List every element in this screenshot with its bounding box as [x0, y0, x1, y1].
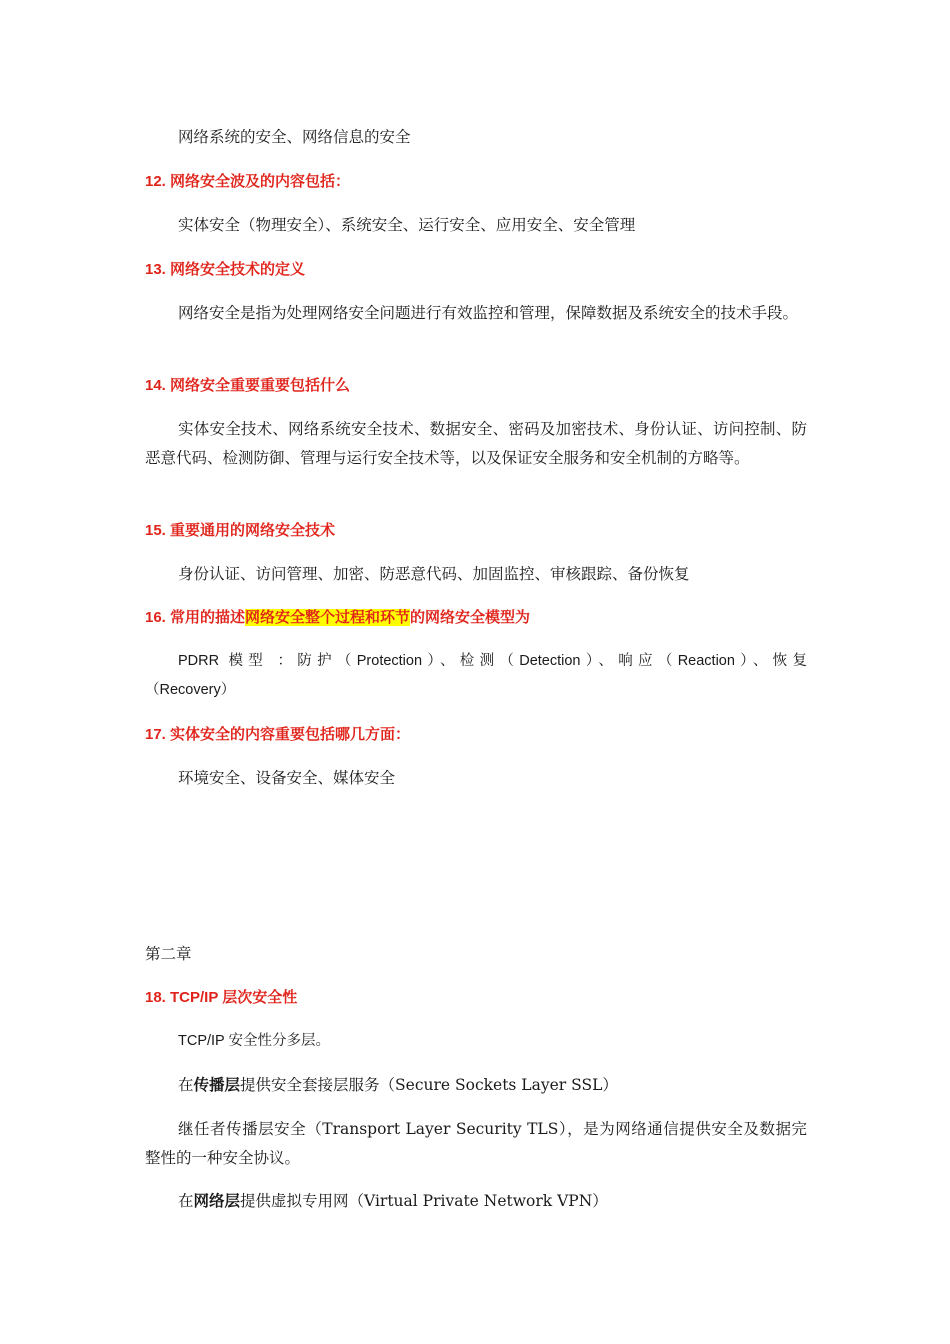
answer-16-line1: PDRR 模型 ：防护（Protection）、检测（Detection）、响应（Reaction）、恢复	[178, 653, 807, 669]
answer-16-line2: （Recovery）	[145, 682, 236, 698]
question-15-title: 15. 重要通用的网络安全技术	[145, 522, 336, 539]
answer-18-p1: TCP/IP 安全性分多层。	[178, 1033, 330, 1049]
question-14-title: 14. 网络安全重要重要包括什么	[145, 377, 351, 394]
answer-14: 实体安全技术、网络系统安全技术、数据安全、密码及加密技术、身份认证、访问控制、防恶意代码、检测防御、管理与运行安全技术等，以及保证安全服务和安全机制的方略等。	[145, 420, 807, 467]
question-12-title: 12. 网络安全波及的内容包括：	[145, 173, 351, 190]
answer-13: 网络安全是指为处理网络安全问题进行有效监控和管理，保障数据及系统安全的技术手段。	[178, 304, 799, 322]
answer-18-p2-post: 提供安全套接层服务（Secure Sockets Layer SSL）	[240, 1076, 618, 1094]
answer-18-p4	[145, 1187, 807, 1216]
question-16-title-highlight: 网络安全整个过程和环节	[245, 609, 411, 626]
question-17-title: 17. 实体安全的内容重要包括哪几方面：	[145, 726, 411, 743]
answer-18-p2	[145, 1071, 807, 1100]
answer-17: 环境安全、设备安全、媒体安全	[178, 769, 396, 787]
answer-11: 网络系统的安全、网络信息的安全	[178, 128, 411, 146]
question-18-title: 18. TCP/IP 层次安全性	[145, 989, 298, 1006]
answer-15: 身份认证、访问管理、加密、防恶意代码、加固监控、审核跟踪、备份恢复	[178, 565, 690, 583]
answer-12: 实体安全（物理安全）、系统安全、运行安全、应用安全、安全管理	[178, 216, 636, 234]
chapter-heading: 第二章	[145, 945, 192, 963]
question-13-title: 13. 网络安全技术的定义	[145, 261, 306, 278]
answer-18-p2-pre: 在	[178, 1076, 194, 1094]
answer-18-p4-bold: 网络层	[193, 1192, 241, 1210]
question-16-title	[145, 603, 807, 632]
question-16-title-post: 的网络安全模型为	[410, 609, 531, 626]
answer-18-p4-pre: 在	[178, 1192, 194, 1210]
answer-18-p4-post: 提供虚拟专用网（Virtual Private Network VPN）	[240, 1192, 608, 1210]
answer-18-p3: 继任者传播层安全（Transport Layer Security TLS），是为网络通信提供安全及数据完整性的一种安全协议。	[145, 1120, 807, 1167]
answer-18-p2-bold: 传播层	[193, 1076, 241, 1094]
question-16-title-pre: 16. 常用的描述	[145, 609, 246, 626]
